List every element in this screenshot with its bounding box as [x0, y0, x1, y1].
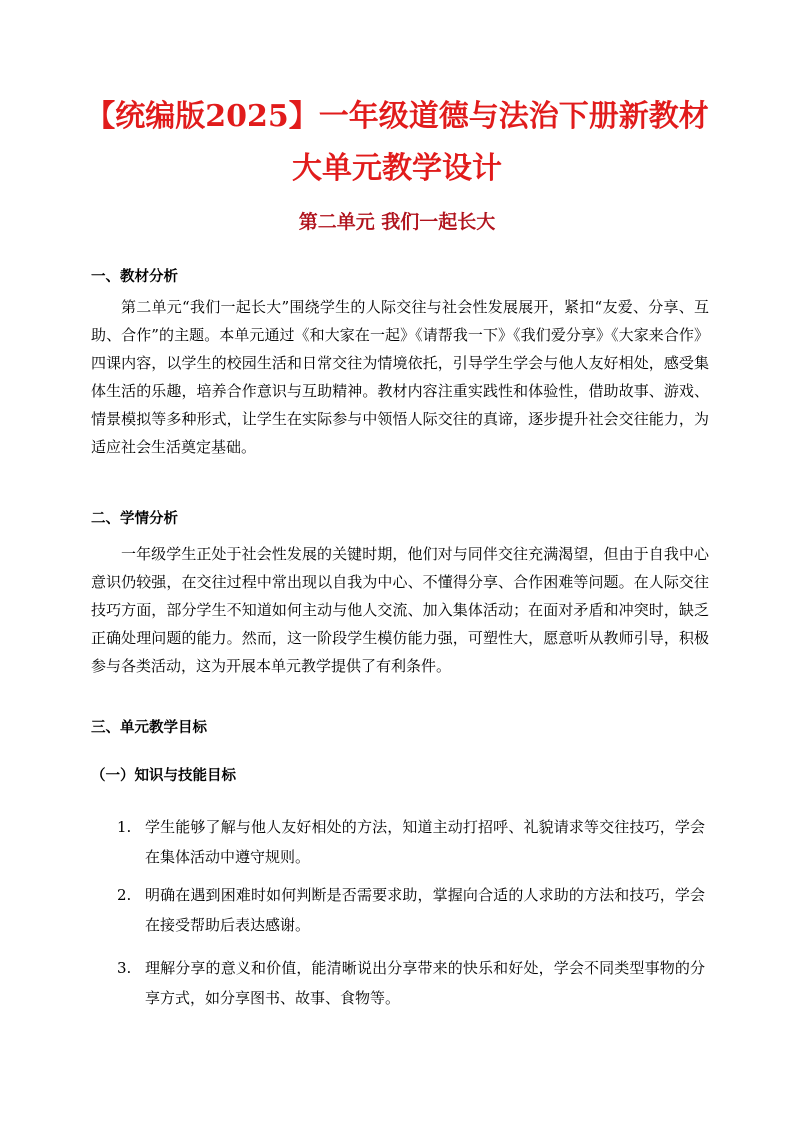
goal-item-number: 1.	[117, 818, 132, 836]
goal-item-text: 明确在遇到困难时如何判断是否需要求助，掌握向合适的人求助的方法和技巧，学会在接受帮助后表达感谢。	[145, 886, 705, 934]
goal-item-number: 2.	[117, 886, 132, 904]
section-body-textbook-analysis: 第二单元“我们一起长大”围绕学生的人际交往与社会性发展展开，紧扣“友爱、分享、互助、合作”的主题。本单元通过《和大家在一起》《请帮我一下》《我们爱分享》《大家来合作》四课内容，以学生的校园生活和日常交往为情境依托，引导学生学会与他人友好相处，感受集体生活的乐趣，培养合作意识与互助精神。教材内容注重实践性和体验性，借助故事、游戏、情景模拟等多种形式，让学生在实际参与中领悟人际交往的真谛，逐步提升社会交往能力，为适应社会生活奠定基础。	[91, 298, 709, 456]
document-title-line-2: 大单元教学设计	[292, 151, 502, 186]
section-heading-learner-analysis: 二、学情分析	[91, 511, 178, 527]
unit-subtitle: 第二单元 我们一起长大	[298, 211, 496, 233]
section-heading-unit-goals: 三、单元教学目标	[91, 720, 207, 736]
subsection-heading-knowledge-skills: （一）知识与技能目标	[91, 768, 236, 784]
goal-list-item	[117, 953, 705, 1013]
section-heading-textbook-analysis: 一、教材分析	[91, 269, 178, 285]
goal-list-item	[117, 880, 705, 940]
section-body-learner-analysis: 一年级学生正处于社会性发展的关键时期，他们对与同伴交往充满渴望，但由于自我中心意识仍较强，在交往过程中常出现以自我为中心、不懂得分享、合作困难等问题。在人际交往技巧方面，部分学生不知道如何主动与他人交流、加入集体活动；在面对矛盾和冲突时，缺乏正确处理问题的能力。然而，这一阶段学生模仿能力强，可塑性大，愿意听从教师引导，积极参与各类活动，这为开展本单元教学提供了有利条件。	[91, 545, 709, 675]
goal-list-item	[117, 812, 705, 872]
document-title-line-1: 【统编版2025】一年级道德与法治下册新教材	[85, 99, 709, 134]
goal-item-number: 3.	[117, 959, 132, 977]
goal-item-text: 学生能够了解与他人友好相处的方法，知道主动打招呼、礼貌请求等交往技巧，学会在集体活动中遵守规则。	[145, 818, 705, 866]
goal-item-text: 理解分享的意义和价值，能清晰说出分享带来的快乐和好处，学会不同类型事物的分享方式，如分享图书、故事、食物等。	[145, 959, 705, 1007]
